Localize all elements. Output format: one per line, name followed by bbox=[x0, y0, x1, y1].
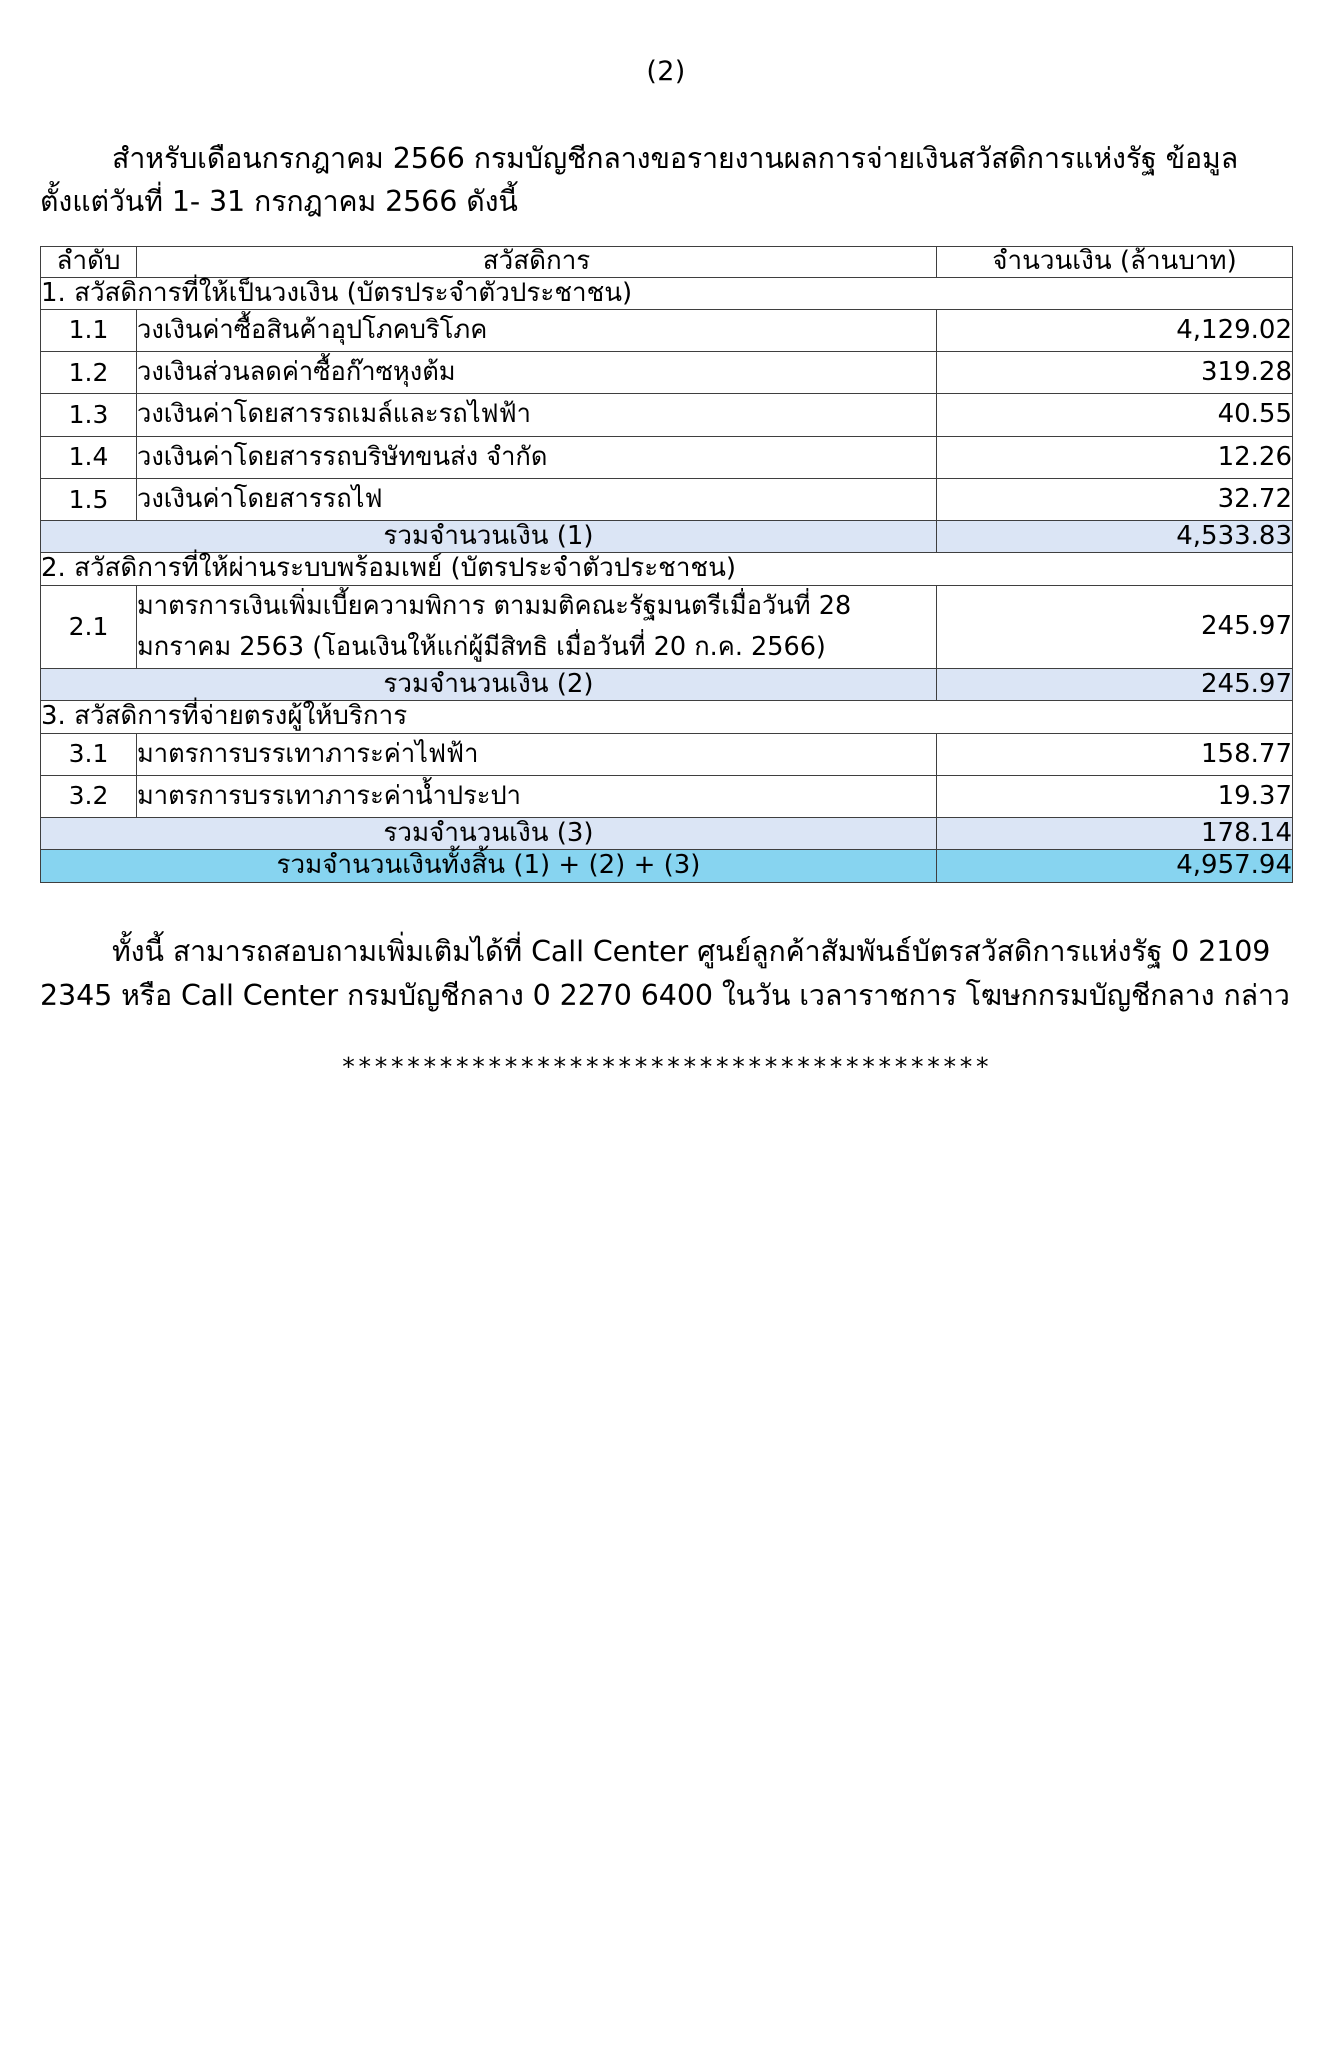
subtotal-label: รวมจำนวนเงิน (1) bbox=[41, 521, 937, 553]
subtotal-amount: 4,533.83 bbox=[937, 521, 1293, 553]
column-header-description: สวัสดิการ bbox=[137, 246, 937, 277]
subtotal-row-1 bbox=[41, 521, 1293, 553]
table-row bbox=[41, 585, 1293, 669]
row-amount: 40.55 bbox=[937, 394, 1293, 436]
row-no: 1.5 bbox=[41, 478, 137, 520]
row-description: มาตรการเงินเพิ่มเบี้ยความพิการ ตามมติคณะรัฐมนตรีเมื่อวันที่ 28 มกราคม 2563 (โอนเงินให้แก่ผู้มีสิทธิ เมื่อวันที่ 20 ก.ค. 2566) bbox=[137, 585, 937, 669]
grand-total-row bbox=[41, 850, 1293, 882]
row-amount: 319.28 bbox=[937, 352, 1293, 394]
subtotal-amount: 178.14 bbox=[937, 818, 1293, 850]
row-description: วงเงินค่าโดยสารรถเมล์และรถไฟฟ้า bbox=[137, 394, 937, 436]
row-amount: 19.37 bbox=[937, 775, 1293, 817]
footer-separator: **************************************** bbox=[340, 1051, 992, 1081]
table-header-row bbox=[41, 246, 1293, 277]
section-heading-row bbox=[41, 701, 1293, 733]
row-amount: 158.77 bbox=[937, 733, 1293, 775]
section-heading-row bbox=[41, 553, 1293, 585]
row-amount: 12.26 bbox=[937, 436, 1293, 478]
row-no: 1.1 bbox=[41, 309, 137, 351]
grand-total-label: รวมจำนวนเงินทั้งสิ้น (1) + (2) + (3) bbox=[41, 850, 937, 882]
row-no: 3.1 bbox=[41, 733, 137, 775]
row-amount: 245.97 bbox=[937, 585, 1293, 669]
subtotal-label: รวมจำนวนเงิน (3) bbox=[41, 818, 937, 850]
row-description: มาตรการบรรเทาภาระค่าไฟฟ้า bbox=[137, 733, 937, 775]
row-description: มาตรการบรรเทาภาระค่าน้ำประปา bbox=[137, 775, 937, 817]
section-heading-2: 2. สวัสดิการที่ให้ผ่านระบบพร้อมเพย์ (บัตรประจำตัวประชาชน) bbox=[41, 553, 1293, 585]
table-row bbox=[41, 733, 1293, 775]
table-row bbox=[41, 352, 1293, 394]
table-row bbox=[41, 478, 1293, 520]
table-row bbox=[41, 775, 1293, 817]
row-no: 3.2 bbox=[41, 775, 137, 817]
contact-paragraph: ทั้งนี้ สามารถสอบถามเพิ่มเติมได้ที่ Call Center ศูนย์ลูกค้าสัมพันธ์บัตรสวัสดิการแห่งรัฐ 0 2109 2345 หรือ Call Center กรมบัญชีกลาง 0 2270 6400 ในวัน เวลาราชการ โฆษกกรมบัญชีกลาง กล่าว bbox=[40, 934, 1290, 1012]
intro-paragraph: สำหรับเดือนกรกฎาคม 2566 กรมบัญชีกลางขอรายงานผลการจ่ายเงินสวัสดิการแห่งรัฐ ข้อมูลตั้งแต่วันที่ 1- 31 กรกฎาคม 2566 ดังนี้ bbox=[40, 142, 1239, 219]
row-amount: 4,129.02 bbox=[937, 309, 1293, 351]
subtotal-row-2 bbox=[41, 669, 1293, 701]
row-no: 2.1 bbox=[41, 585, 137, 669]
row-description: วงเงินค่าซื้อสินค้าอุปโภคบริโภค bbox=[137, 309, 937, 351]
table-row bbox=[41, 436, 1293, 478]
row-description: วงเงินส่วนลดค่าซื้อก๊าซหุงต้ม bbox=[137, 352, 937, 394]
section-heading-3: 3. สวัสดิการที่จ่ายตรงผู้ให้บริการ bbox=[41, 701, 1293, 733]
subtotal-row-3 bbox=[41, 818, 1293, 850]
subtotal-amount: 245.97 bbox=[937, 669, 1293, 701]
page-number: (2) bbox=[646, 56, 686, 87]
welfare-payment-table bbox=[40, 246, 1293, 883]
row-no: 1.2 bbox=[41, 352, 137, 394]
table-row bbox=[41, 309, 1293, 351]
grand-total-amount: 4,957.94 bbox=[937, 850, 1293, 882]
column-header-amount: จำนวนเงิน (ล้านบาท) bbox=[937, 246, 1293, 277]
section-heading-1: 1. สวัสดิการที่ให้เป็นวงเงิน (บัตรประจำตัวประชาชน) bbox=[41, 277, 1293, 309]
welfare-payment-table-wrapper bbox=[40, 246, 1292, 883]
section-heading-row bbox=[41, 277, 1293, 309]
column-header-no: ลำดับ bbox=[41, 246, 137, 277]
row-description: วงเงินค่าโดยสารรถบริษัทขนส่ง จำกัด bbox=[137, 436, 937, 478]
row-amount: 32.72 bbox=[937, 478, 1293, 520]
row-no: 1.3 bbox=[41, 394, 137, 436]
table-row bbox=[41, 394, 1293, 436]
row-description: วงเงินค่าโดยสารรถไฟ bbox=[137, 478, 937, 520]
row-no: 1.4 bbox=[41, 436, 137, 478]
subtotal-label: รวมจำนวนเงิน (2) bbox=[41, 669, 937, 701]
